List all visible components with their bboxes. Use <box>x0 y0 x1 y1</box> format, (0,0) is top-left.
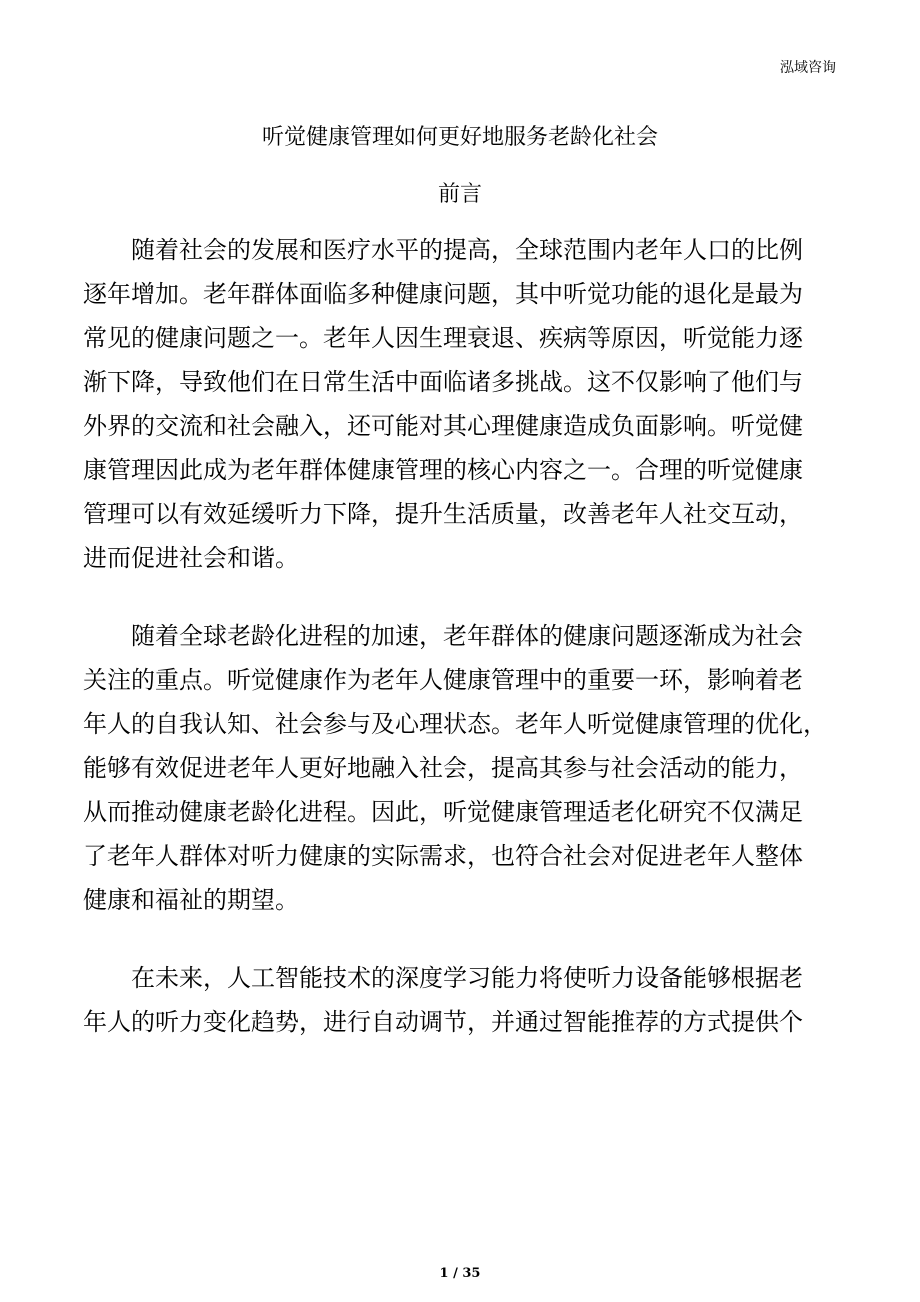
header-brand: 泓域咨询 <box>780 60 836 76</box>
paragraph <box>83 956 843 1044</box>
paragraph-spacer <box>83 580 843 614</box>
paragraph-spacer <box>83 922 843 956</box>
document-body <box>83 228 843 1044</box>
text-line: 年人的自我认知、社会参与及心理状态。老年人听觉健康管理的优化， <box>83 710 827 738</box>
text-line: 在未来，人工智能技术的深度学习能力将使听力设备能够根据老 <box>131 964 803 992</box>
text-line: 管理可以有效延缓听力下降，提升生活质量，改善老年人社交互动， <box>83 500 803 528</box>
text-line: 康管理因此成为老年群体健康管理的核心内容之一。合理的听觉健康 <box>83 456 803 484</box>
text-line: 年人的听力变化趋势，进行自动调节，并通过智能推荐的方式提供个 <box>83 1008 803 1036</box>
text-line: 随着社会的发展和医疗水平的提高，全球范围内老年人口的比例 <box>131 236 803 264</box>
text-line: 渐下降，导致他们在日常生活中面临诸多挑战。这不仅影响了他们与 <box>83 368 803 396</box>
document-title: 听觉健康管理如何更好地服务老龄化社会 <box>261 125 658 150</box>
text-line: 逐年增加。老年群体面临多种健康问题，其中听觉功能的退化是最为 <box>83 280 803 308</box>
text-line: 进而促进社会和谐。 <box>83 544 299 572</box>
paragraph <box>83 228 843 580</box>
text-line: 了老年人群体对听力健康的实际需求，也符合社会对促进老年人整体 <box>83 842 803 870</box>
paragraph <box>83 614 843 922</box>
section-heading: 前言 <box>437 182 482 207</box>
text-line: 随着全球老龄化进程的加速，老年群体的健康问题逐渐成为社会 <box>131 622 803 650</box>
page-number: 1 / 35 <box>439 1266 481 1281</box>
text-line: 健康和福祉的期望。 <box>83 886 299 914</box>
text-line: 关注的重点。听觉健康作为老年人健康管理中的重要一环，影响着老 <box>83 666 803 694</box>
text-line: 能够有效促进老年人更好地融入社会，提高其参与社会活动的能力， <box>83 754 803 782</box>
text-line: 从而推动健康老龄化进程。因此，听觉健康管理适老化研究不仅满足 <box>83 798 803 826</box>
text-line: 常见的健康问题之一。老年人因生理衰退、疾病等原因，听觉能力逐 <box>83 324 803 352</box>
text-line: 外界的交流和社会融入，还可能对其心理健康造成负面影响。听觉健 <box>83 412 803 440</box>
